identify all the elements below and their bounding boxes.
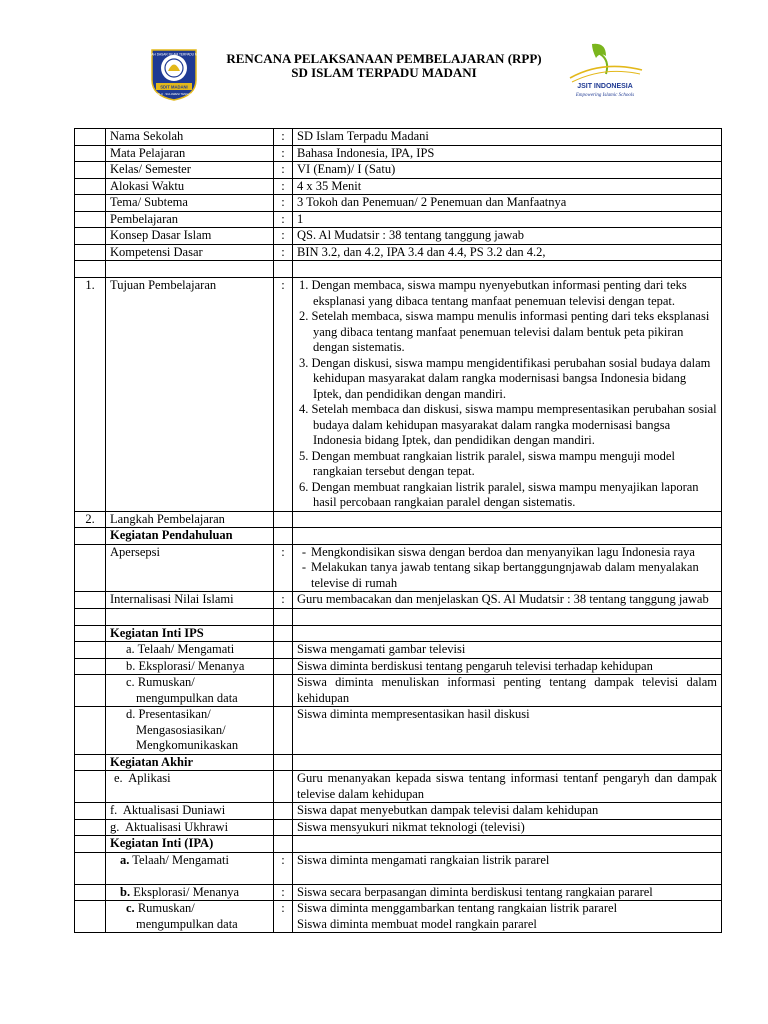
identity-value: VI (Enam)/ I (Satu) [293, 162, 722, 179]
title-line-1: RENCANA PELAKSANAAN PEMBELAJARAN (RPP) [226, 51, 542, 66]
table-row: Mata Pelajaran : Bahasa Indonesia, IPA, IPS [75, 145, 722, 162]
identity-value: QS. Al Mudatsir : 38 tentang tanggung jawab [293, 228, 722, 245]
identity-value: SD Islam Terpadu Madani [293, 129, 722, 146]
jsit-name-text: JSIT INDONESIA [577, 83, 633, 90]
akhir-label: Aktualisasi Duniawi [122, 803, 226, 817]
identity-value: 3 Tokoh dan Penemuan/ 2 Penemuan dan Manfaatnya [293, 195, 722, 212]
table-row: b. Eksplorasi/ Menanya : Siswa secara berpasangan diminta berdiskusi tentang rangkaian pararel [75, 884, 722, 901]
internalisasi-value: Guru membacakan dan menjelaskan QS. Al Mudatsir : 38 tentang tanggung jawab [293, 592, 722, 609]
identity-label: Mata Pelajaran [106, 145, 274, 162]
pendahuluan-heading: Kegiatan Pendahuluan [106, 528, 274, 545]
table-row [75, 836, 722, 853]
table-row: c. Rumuskan/ mengumpulkan data Siswa diminta menuliskan informasi penting tentang dampak televisi dalam kehidupan [75, 675, 722, 707]
identity-value: Bahasa Indonesia, IPA, IPS [293, 145, 722, 162]
table-row: g. Aktualisasi Ukhrawi Siswa mensyukuri nikmat teknologi (televisi) [75, 819, 722, 836]
identity-label: Kompetensi Dasar [106, 244, 274, 261]
ips-label: Telaah/ Mengamati [137, 642, 235, 656]
table-row [75, 528, 722, 545]
table-row: c. Rumuskan/ mengumpulkan data : Siswa diminta menggambarkan tentang rangkaian listrik pararel Siswa diminta membuat model rangkain pararel [75, 901, 722, 933]
apersepsi-label: Apersepsi [106, 544, 274, 592]
table-row: Pembelajaran : 1 [75, 211, 722, 228]
list-item: - Mengkondisikan siswa dengan berdoa dan menyanyikan lagu Indonesia raya [301, 544, 695, 559]
apersepsi-list [293, 544, 722, 592]
table-row [75, 511, 722, 528]
sdit-madani-logo [140, 46, 208, 102]
row-number: 2. [75, 511, 106, 528]
list-item: 1. Dengan membaca, siswa mampu nyenyebutkan informasi penting dari teks eksplanasi yang dibaca tentang manfaat penemuan televisi dengan tepat. [299, 278, 687, 308]
title-line-2: SD ISLAM TERPADU MADANI [291, 65, 477, 80]
identity-value: BIN 3.2, dan 4.2, IPA 3.4 dan 4.4, PS 3.2 dan 4.2, [293, 244, 722, 261]
ips-label: Eksplorasi/ Menanya [138, 658, 245, 673]
identity-label: Tema/ Subtema [106, 195, 274, 212]
jsit-tagline-text: Empowering Islamic Schools [575, 93, 635, 98]
akhir-heading: Kegiatan Akhir [106, 754, 274, 771]
table-row [75, 625, 722, 642]
list-item: 4. Setelah membaca dan diskusi, siswa mampu mempresentasikan perubahan sosial budaya dalam kehidupan masyarakat dalam rangka modernisasi bangsa Indonesia bidang Iptek, dan pendidikan dengan mandiri. [299, 402, 717, 447]
table-row: a. Telaah/ Mengamati : Siswa diminta mengamati rangkaian listrik pararel [75, 852, 722, 884]
table-row: Nama Sekolah : SD Islam Terpadu Madani [75, 129, 722, 146]
document-header [0, 40, 768, 110]
list-item: 6. Dengan membuat rangkaian listrik paralel, siswa mampu menyajikan laporan hasil percobaan rangkaian paralel dengan sistematis. [299, 479, 699, 509]
ipa-value: Siswa diminta mengamati rangkaian listrik pararel [293, 852, 722, 884]
akhir-value: Guru menanyakan kepada siswa tentang informasi tentanf pengaryh dan dampak televise dalam kehidupan [293, 771, 722, 803]
internalisasi-label: Internalisasi Nilai Islami [106, 592, 274, 609]
table-row: e. Aplikasi Guru menanyakan kepada siswa tentang informasi tentanf pengaryh dan dampak televise dalam kehidupan [75, 771, 722, 803]
identity-label: Pembelajaran [106, 211, 274, 228]
table-row: Apersepsi : - Mengkondisikan siswa dengan berdoa dan menyanyikan lagu Indonesia raya - Melakukan tanya jawab tentang sikap bertanggungnjawab dalam menyalakan televise di rumah [75, 544, 722, 592]
jsit-indonesia-logo [562, 40, 648, 102]
tujuan-label: Tujuan Pembelajaran [106, 278, 274, 512]
ips-value: Siswa mengamati gambar televisi [293, 642, 722, 659]
langkah-label: Langkah Pembelajaran [106, 511, 274, 528]
ips-value: Siswa diminta mempresentasikan hasil diskusi [293, 707, 722, 755]
table-row: Kelas/ Semester : VI (Enam)/ I (Satu) [75, 162, 722, 179]
tujuan-row: 1. Tujuan Pembelajaran : 1. Dengan membaca, siswa mampu nyenyebutkan informasi penting dari teks eksplanasi yang dibaca tentang manfaat penemuan televisi dengan tepat. 2. Setelah membaca, siswa mampu menulis informasi penting dari teks eksplanasi yang dibaca tentang manfaat penemuan televisi dalam bentuk peta pikiran dengan sistematis. 3. Dengan diskusi, siswa mampu mengidentifikasi perubahan sosial budaya dalam kehidupan masyarakat dalam rangka modernisasi bangsa Indonesia bidang Iptek, dan pendidikan dengan mandiri. 4. Setelah membaca dan diskusi, siswa mampu mempresentasikan perubahan sosial budaya dalam kehidupan masyarakat dalam rangka modernisasi bangsa Indonesia bidang Iptek, dan pendidikan dengan mandiri. 5. Dengan membuat rangkaian listrik paralel, siswa mampu menguji model rangkaian tersebut dengan tepat. 6. Dengan membuat rangkaian listrik paralel, siswa mampu menyajikan laporan hasil percobaan rangkaian paralel dengan sistematis. [75, 278, 722, 512]
identity-label: Konsep Dasar Islam [106, 228, 274, 245]
rpp-table [74, 128, 722, 933]
ipa-value: Siswa secara berpasangan diminta berdiskusi tentang rangkaian pararel [293, 884, 722, 901]
ipa-value: Siswa diminta menggambarkan tentang rangkaian listrik pararel Siswa diminta membuat model rangkain pararel [293, 901, 722, 933]
identity-value: 1 [293, 211, 722, 228]
identity-value: 4 x 35 Menit [293, 178, 722, 195]
ipa-label: Rumuskan/ mengumpulkan data [136, 901, 238, 931]
identity-label: Kelas/ Semester [106, 162, 274, 179]
list-item: - Melakukan tanya jawab tentang sikap bertanggungnjawab dalam menyalakan televise di rumah [301, 560, 699, 590]
table-row: Kompetensi Dasar : BIN 3.2, dan 4.2, IPA 3.4 dan 4.4, PS 3.2 dan 4.2, [75, 244, 722, 261]
logo-left-banner-text: SDIT MADANI [160, 84, 188, 90]
logo-left-bottom-text: PALU · SULAWESI TENGAH [155, 92, 193, 96]
row-number: 1. [75, 278, 106, 512]
table-row: Internalisasi Nilai Islami : Guru membacakan dan menjelaskan QS. Al Mudatsir : 38 tentang tanggung jawab [75, 592, 722, 609]
ips-label: Rumuskan/ mengumpulkan data [136, 675, 238, 705]
logo-left-top-text: SEKOLAH DASAR ISLAM TERPADU MADANI [140, 52, 208, 57]
table-row: f. Aktualisasi Duniawi Siswa dapat menyebutkan dampak televisi dalam kehidupan [75, 803, 722, 820]
list-item: 3. Dengan diskusi, siswa mampu mengidentifikasi perubahan sosial budaya dalam kehidupan masyarakat dalam rangka modernisasi bangsa Indonesia bidang Iptek, dan pendidikan dengan mandiri. [299, 355, 711, 401]
akhir-value: Siswa dapat menyebutkan dampak televisi dalam kehidupan [293, 803, 722, 820]
akhir-label: Aplikasi [128, 771, 171, 785]
spacer-row [75, 261, 722, 278]
ipa-label: Eksplorasi/ Menanya [133, 884, 240, 899]
list-item: 2. Setelah membaca, siswa mampu menulis informasi penting dari teks eksplanasi yang dibaca tentang manfaat penemuan televisi dalam bentuk peta pikiran dengan sistematis. [299, 309, 710, 354]
table-row: Konsep Dasar Islam : QS. Al Mudatsir : 38 tentang tanggung jawab [75, 228, 722, 245]
spacer-row [75, 608, 722, 625]
identity-label: Nama Sekolah [106, 129, 274, 146]
table-row: d. Presentasikan/ Mengasosiasikan/ Mengkomunikaskan Siswa diminta mempresentasikan hasil diskusi [75, 707, 722, 755]
table-row: Alokasi Waktu : 4 x 35 Menit [75, 178, 722, 195]
ips-value: Siswa diminta menuliskan informasi penting tentang dampak televisi dalam kehidupan [293, 675, 722, 707]
document-title [205, 52, 563, 80]
list-item: 5. Dengan membuat rangkaian listrik paralel, siswa mampu menguji model rangkaian tersebut dengan tepat. [299, 448, 675, 478]
table-row: a. Telaah/ Mengamati Siswa mengamati gambar televisi [75, 642, 722, 659]
table-row: b. Eksplorasi/ Menanya Siswa diminta berdiskusi tentang pengaruh televisi terhadap kehidupan [75, 658, 722, 675]
ipa-heading: Kegiatan Inti (IPA) [106, 836, 274, 853]
akhir-label: Aktualisasi Ukhrawi [124, 819, 229, 834]
tujuan-list [293, 278, 722, 512]
table-row [75, 754, 722, 771]
ips-heading: Kegiatan Inti IPS [106, 625, 274, 642]
identity-label: Alokasi Waktu [106, 178, 274, 195]
table-row: Tema/ Subtema : 3 Tokoh dan Penemuan/ 2 Penemuan dan Manfaatnya [75, 195, 722, 212]
akhir-value: Siswa mensyukuri nikmat teknologi (televisi) [293, 819, 722, 836]
ips-value: Siswa diminta berdiskusi tentang pengaruh televisi terhadap kehidupan [293, 658, 722, 675]
ips-label: Presentasikan/ Mengasosiasikan/ Mengkomunikaskan [136, 707, 239, 752]
ipa-label: Telaah/ Mengamati [132, 852, 229, 867]
